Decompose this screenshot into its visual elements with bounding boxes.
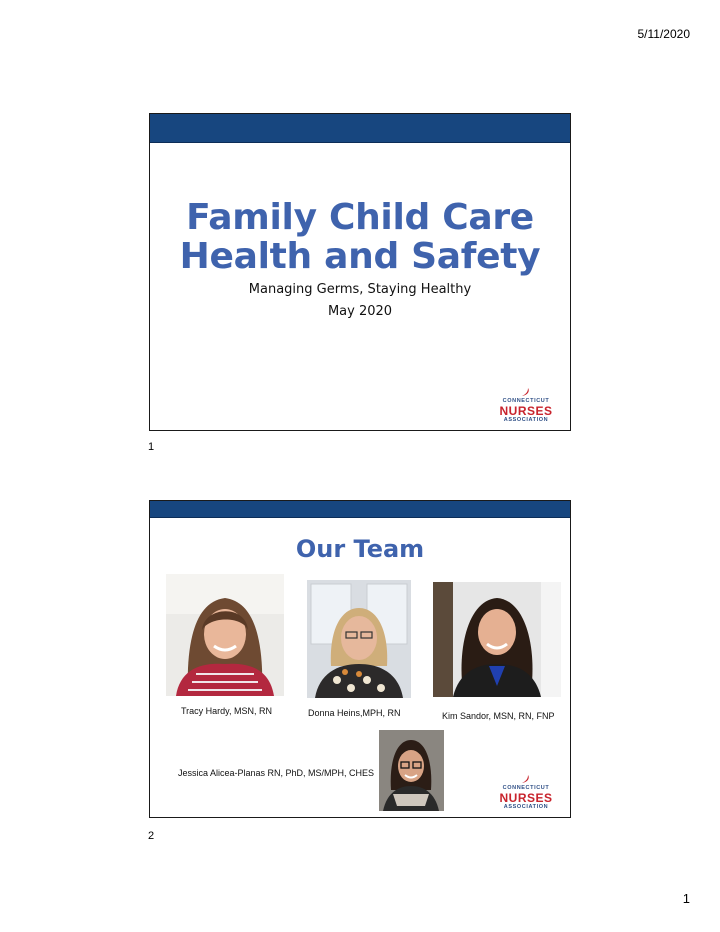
logo-line-1: CONNECTICUT	[502, 398, 550, 404]
slide-title: Our Team	[295, 535, 425, 563]
member-caption-jessica: Jessica Alicea-Planas RN, PhD, MS/MPH, CHES	[178, 768, 375, 778]
slide-header-bar	[150, 501, 570, 518]
logo-line-2: NURSES	[499, 404, 553, 418]
logo-line-3: ASSOCIATION	[503, 417, 549, 423]
slide-number-1: 1	[148, 441, 155, 453]
slide-1	[149, 113, 571, 431]
member-photo-donna	[307, 580, 411, 698]
member-caption-tracy: Tracy Hardy, MSN, RN	[181, 706, 273, 716]
logo-line-2: NURSES	[499, 791, 553, 805]
member-photo-tracy	[166, 574, 284, 696]
slide-title	[150, 198, 570, 276]
slide-number-2: 2	[148, 830, 155, 842]
logo-mark-icon	[496, 388, 556, 398]
member-caption-kim: Kim Sandor, MSN, RN, FNP	[442, 711, 555, 721]
member-caption-donna: Donna Heins,MPH, RN	[308, 708, 401, 718]
slide-date: May 2020	[327, 304, 393, 319]
slide-subtitle: Managing Germs, Staying Healthy	[248, 282, 472, 297]
slide-header-bar	[150, 114, 570, 143]
page-number: 1	[682, 891, 690, 906]
cna-logo	[496, 388, 556, 424]
cna-logo	[496, 775, 556, 811]
slide-2	[149, 500, 571, 818]
member-photo-jessica	[379, 730, 444, 811]
title-line-1: Family Child Care	[186, 197, 534, 238]
title-line-2: Health and Safety	[179, 236, 541, 277]
header-date: 5/11/2020	[637, 27, 690, 41]
logo-line-3: ASSOCIATION	[503, 804, 549, 810]
member-photo-kim	[433, 582, 561, 697]
logo-line-1: CONNECTICUT	[502, 785, 550, 791]
logo-mark-icon	[496, 775, 556, 785]
